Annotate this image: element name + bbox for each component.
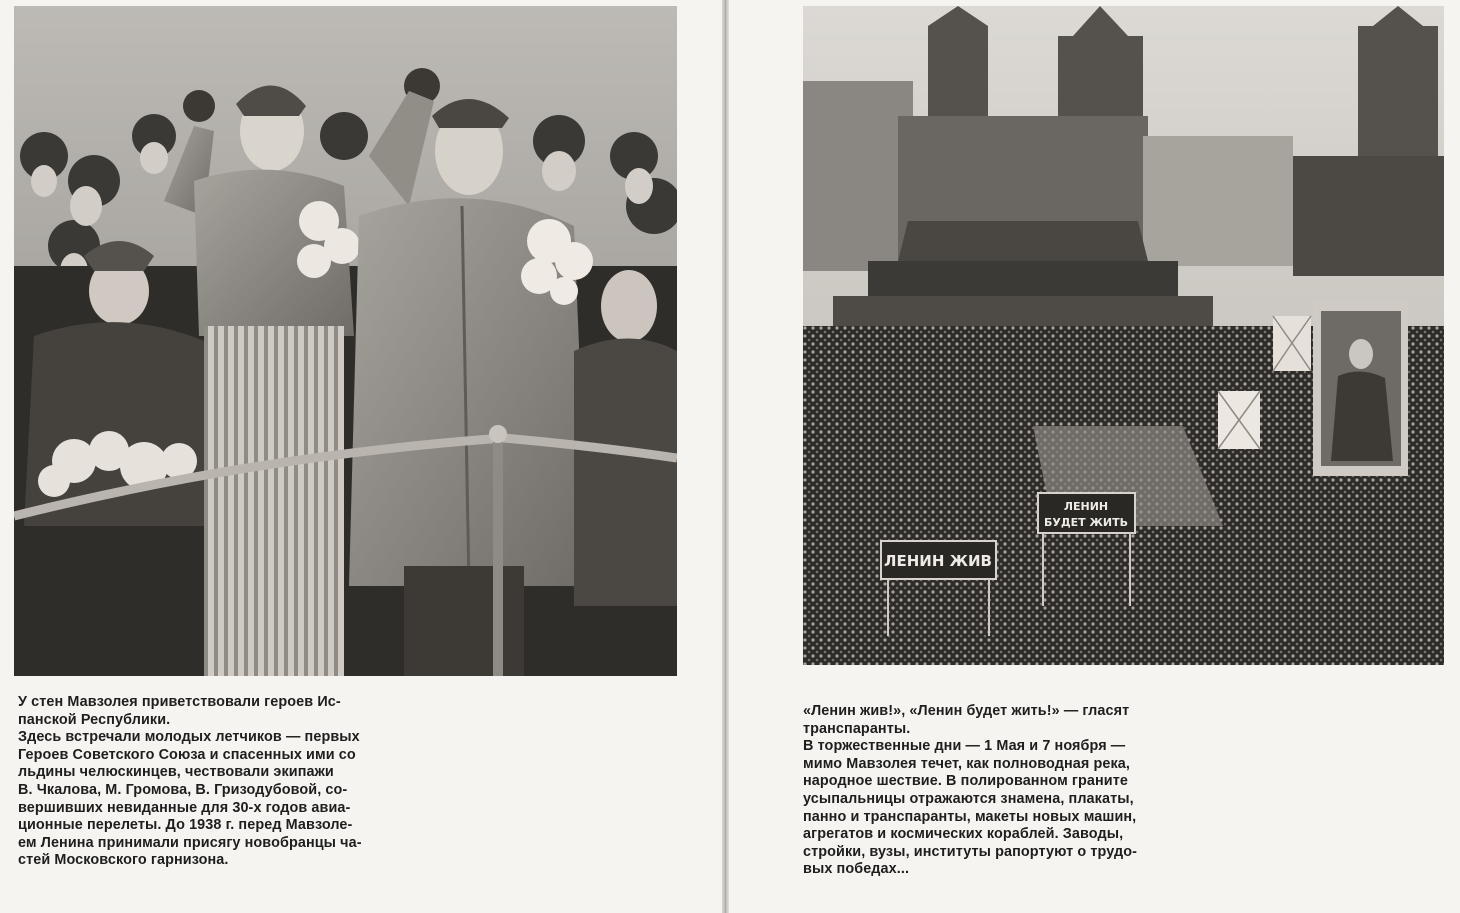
caption-right <box>803 703 1223 879</box>
caption-left-line: стей Московского гарнизона. <box>18 852 229 869</box>
photo-red-square-procession <box>803 6 1444 665</box>
caption-right-line: панно и транспаранты, макеты новых машин, <box>803 808 1137 825</box>
photo-spanish-heroes-illustration <box>14 6 677 676</box>
caption-right-line: транспаранты. <box>803 720 911 737</box>
caption-left-line: вершивших невиданные для 30-х годов авиа- <box>18 799 351 816</box>
caption-left-line: Героев Советского Союза и спасенных ими со <box>18 746 356 763</box>
caption-right-line: «Ленин жив!», «Ленин будет жить!» — гласят <box>803 703 1130 719</box>
caption-left-line: Здесь встречали молодых летчиков — первых <box>18 729 360 746</box>
caption-right-line: агрегатов и космических кораблей. Заводы, <box>803 826 1124 843</box>
book-gutter <box>722 0 729 913</box>
caption-left-line: В. Чкалова, М. Громова, В. Гризодубовой, со- <box>18 781 348 798</box>
caption-left-line: ем Ленина принимали присягу новобранцы ча- <box>18 834 362 851</box>
caption-left-line: льдины челюскинцев, чествовали экипажи <box>18 764 334 781</box>
banner-lenin-will-live-line-2: БУДЕТ ЖИТЬ <box>1043 516 1129 529</box>
caption-right-line: В торжественные дни — 1 Мая и 7 ноября — <box>803 738 1126 755</box>
caption-right-line: усыпальницы отражаются знамена, плакаты, <box>803 790 1134 807</box>
photo-red-square-illustration <box>803 6 1444 665</box>
caption-left <box>18 694 450 870</box>
caption-left-line: ционные перелеты. До 1938 г. перед Мавзоле- <box>18 817 353 834</box>
photo-spanish-heroes <box>14 6 677 676</box>
caption-left-line: У стен Мавзолея приветствовали героев Ис- <box>18 694 341 710</box>
caption-left-line: панской Республики. <box>18 711 171 728</box>
banner-lenin-alive: ЛЕНИН ЖИВ <box>884 552 992 570</box>
caption-right-line: мимо Мавзолея течет, как полноводная река, <box>803 755 1130 772</box>
banner-lenin-will-live-line-1: ЛЕНИН <box>1063 500 1109 513</box>
caption-right-line: вых победах... <box>803 861 910 878</box>
caption-right-line: народное шествие. В полированном граните <box>803 773 1129 790</box>
caption-right-line: стройки, вузы, институты рапортуют о трудо- <box>803 843 1137 860</box>
